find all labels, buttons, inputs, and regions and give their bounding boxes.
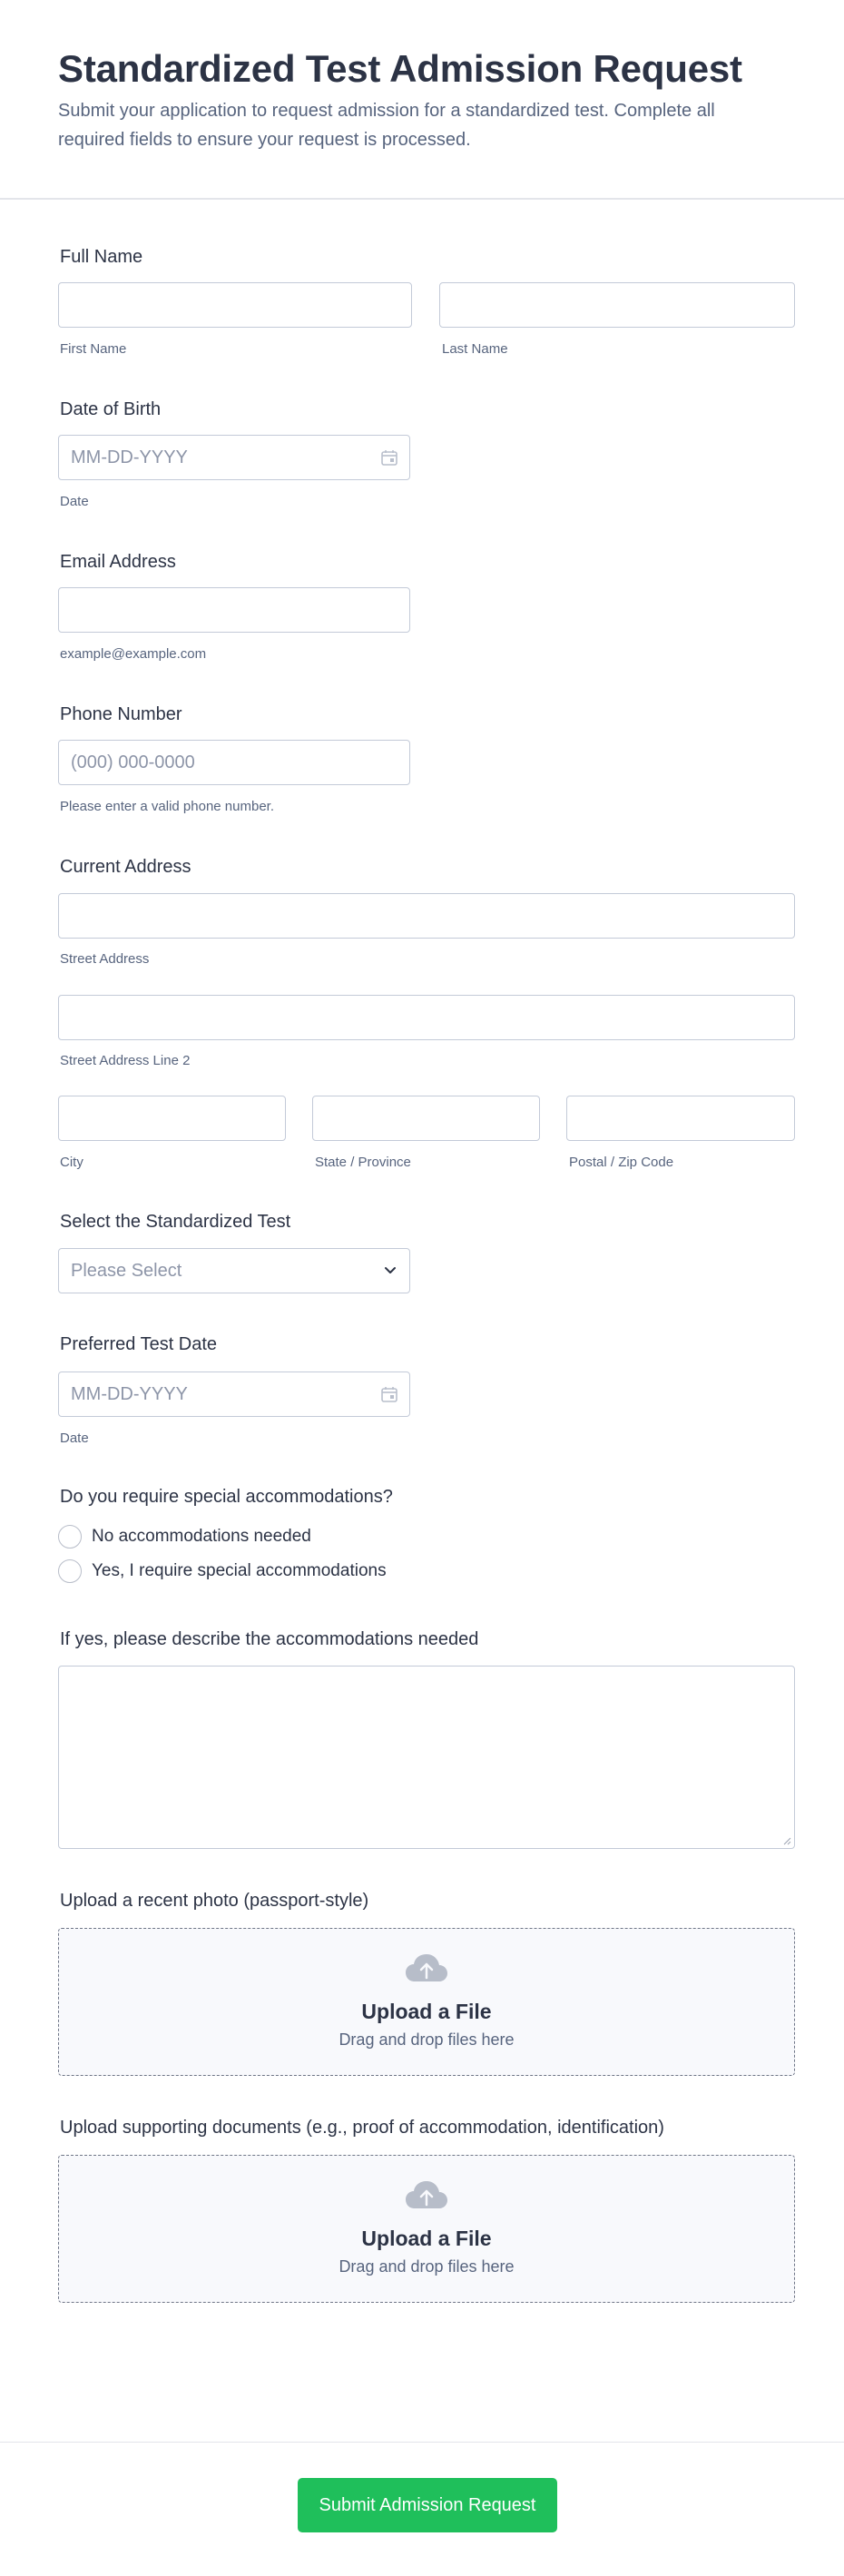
radio-yes-accommodations[interactable] [58, 1559, 82, 1583]
street-address-input[interactable] [58, 893, 795, 939]
first-name-input[interactable] [58, 282, 412, 328]
street-address-line2-sublabel: Street Address Line 2 [60, 1053, 191, 1068]
test-select-label: Select the Standardized Test [60, 1212, 291, 1232]
photo-upload-label: Upload a recent photo (passport-style) [60, 1891, 369, 1911]
phone-sublabel: Please enter a valid phone number. [60, 799, 274, 814]
email-label: Email Address [60, 552, 176, 572]
zip-input[interactable] [566, 1096, 795, 1141]
accommodations-desc-textarea[interactable] [58, 1666, 795, 1849]
page-description: Submit your application to request admission for a standardized test. Complete all required fields to ensure your request is processed. [58, 101, 715, 150]
email-sublabel: example@example.com [60, 646, 207, 662]
dob-label: Date of Birth [60, 399, 162, 419]
phone-placeholder: (000) 000-0000 [71, 752, 195, 772]
state-sublabel: State / Province [315, 1155, 411, 1170]
calendar-icon[interactable] [380, 448, 398, 467]
accommodations-label: Do you require special accommodations? [60, 1487, 393, 1507]
test-date-placeholder: MM-DD-YYYY [71, 1384, 188, 1404]
street-address-line2-input[interactable] [58, 995, 795, 1040]
first-name-sublabel: First Name [60, 341, 127, 357]
accommodations-desc-label: If yes, please describe the accommodations needed [60, 1629, 479, 1649]
test-select-placeholder: Please Select [71, 1261, 182, 1281]
state-input[interactable] [312, 1096, 540, 1141]
city-sublabel: City [60, 1155, 83, 1170]
page-title: Standardized Test Admission Request [58, 47, 742, 90]
cloud-upload-icon [404, 2179, 449, 2212]
radio-yes-accommodations-label[interactable]: Yes, I require special accommodations [92, 1561, 387, 1580]
photo-upload-subtitle: Drag and drop files here [339, 2030, 515, 2049]
docs-upload-dropzone[interactable] [58, 2155, 795, 2303]
dob-input[interactable] [58, 435, 410, 480]
radio-no-accommodations[interactable] [58, 1525, 82, 1549]
submit-button[interactable]: Submit Admission Request [298, 2478, 557, 2532]
city-input[interactable] [58, 1096, 286, 1141]
street-address-sublabel: Street Address [60, 951, 150, 967]
docs-upload-title: Upload a File [361, 2227, 492, 2250]
resize-grip-icon[interactable] [782, 1836, 791, 1845]
phone-input[interactable] [58, 740, 410, 785]
test-date-label: Preferred Test Date [60, 1334, 218, 1354]
form-header [0, 0, 844, 200]
chevron-down-icon [382, 1263, 398, 1279]
photo-upload-title: Upload a File [361, 2000, 492, 2023]
email-input[interactable] [58, 587, 410, 633]
calendar-icon[interactable] [380, 1385, 398, 1403]
phone-label: Phone Number [60, 704, 182, 724]
test-date-sublabel: Date [60, 1431, 89, 1446]
photo-upload-dropzone[interactable] [58, 1928, 795, 2076]
radio-no-accommodations-label[interactable]: No accommodations needed [92, 1527, 311, 1546]
zip-sublabel: Postal / Zip Code [569, 1155, 674, 1170]
last-name-sublabel: Last Name [442, 341, 508, 357]
docs-upload-label: Upload supporting documents (e.g., proof of accommodation, identification) [60, 2118, 664, 2138]
test-date-input[interactable] [58, 1372, 410, 1417]
last-name-input[interactable] [439, 282, 795, 328]
form-footer [0, 2442, 844, 2576]
dob-sublabel: Date [60, 494, 89, 509]
cloud-upload-icon [404, 1952, 449, 1985]
test-select[interactable] [58, 1248, 410, 1293]
dob-placeholder: MM-DD-YYYY [71, 447, 188, 467]
address-label: Current Address [60, 857, 191, 877]
docs-upload-subtitle: Drag and drop files here [339, 2257, 515, 2276]
full-name-label: Full Name [60, 247, 143, 267]
